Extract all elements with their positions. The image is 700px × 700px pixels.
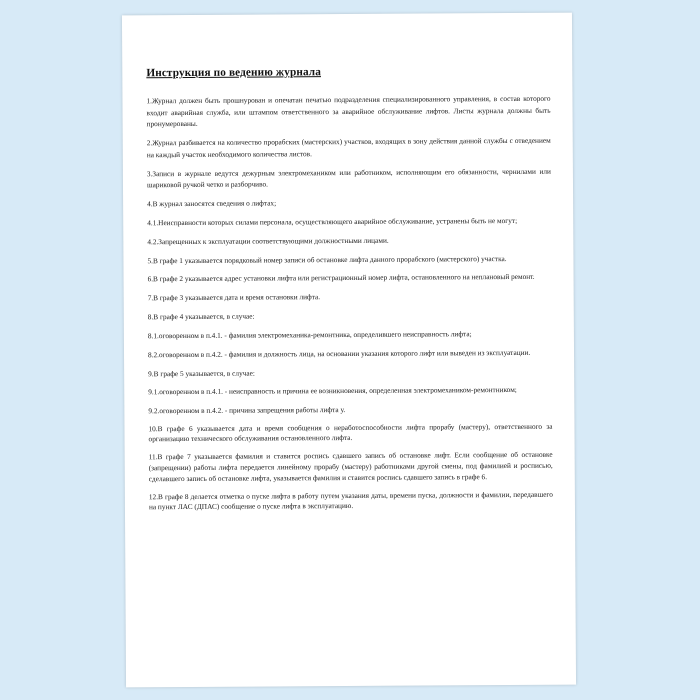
document-body [146,93,553,521]
paragraph: 7.В графе 3 указывается дата и время остановки лифта. [147,292,321,303]
paragraph: 8.2.оговоренном в п.4.2. - фамилия и должность лица, на основании указания которого лифт или выведен из эксплуатации. [147,347,531,359]
document-page [122,13,576,688]
paragraph: 6.В графе 2 указывается адрес установки лифта или регистрационный номер лифта, остановленного на неплановый ремонт. [147,272,535,284]
paragraph: 4.В журнал заносятся сведения о лифтах; [147,198,277,209]
paragraph: 3.Записи в журнале ведутся дежурным электромехаником или работником, исполняющим его обязанности, чернилами или шариковой ручкой четко и разборчиво. [146,166,551,190]
paragraph: 10.В графе 6 указывается дата и время сообщения о неработоспособности лифта прорабу (мастеру), ответственного за организацию технического обслуживания остановленного лифта. [148,421,553,444]
paragraph: 5.В графе 1 указывается порядковый номер записи об остановке лифта данного прорабского (мастерского) участка. [147,253,507,265]
paragraph: 4.2.Запрещенных к эксплуатации соответствующими должностными лицами. [147,235,389,247]
paragraph: 8.В графе 4 указывается, в случае: [147,311,255,322]
page-content [122,13,576,688]
paragraph: 1.Журнал должен быть прошнурован и опечатан печатью подразделения специализированного управления, в состав которого входит аварийная служба, или штампом ответственного за аварийное обслуживание лифтов. Листы журнала должны быть пронумерованы. [146,93,551,129]
paragraph: 11.В графе 7 указывается фамилия и ставится роспись сдавшего запись об остановке лифт. Если сообщение об остановке (запрещении) работы лифта передается линейному прорабу (мастеру) работниками другой смены, под фамилией и росписью, сделавшего запись об остановке лифта, указывается фамилия и ставится роспись сдавшего запись в графе 6. [148,450,553,483]
page-title: Инструкция по ведению журнала [146,66,322,80]
paragraph: 9.2.оговоренном в п.4.2. - причина запрещения работы лифта у. [148,405,346,416]
paragraph: 4.1.Неисправности которых силами персонала, осуществляющего аварийное обслуживание, устранены быть не могут; [147,215,518,228]
paragraph: 9.1.оговоренном в п.4.1. - неисправность и причина ее возникновения, определенная электромехаником-ремонтником; [148,385,517,397]
paragraph: 12.В графе 8 делается отметка о пуске лифта в работу путем указания даты, времени пуска, должности и фамилии, передавшего на пункт ЛАС (ДПАС) сообщение о пуске лифта в эксплуатацию. [148,489,553,512]
paragraph: 9.В графе 5 указывается, в случае: [148,368,255,378]
paragraph: 2.Журнал разбивается на количество прорабских (мастерских) участков, входящих в зону действия данной службы с отведением на каждый участок необходимого количества листов. [146,135,551,159]
paragraph: 8.1.оговоренном в п.4.1. - фамилия электромеханика-ремонтника, определившего неисправность лифта; [147,328,472,340]
